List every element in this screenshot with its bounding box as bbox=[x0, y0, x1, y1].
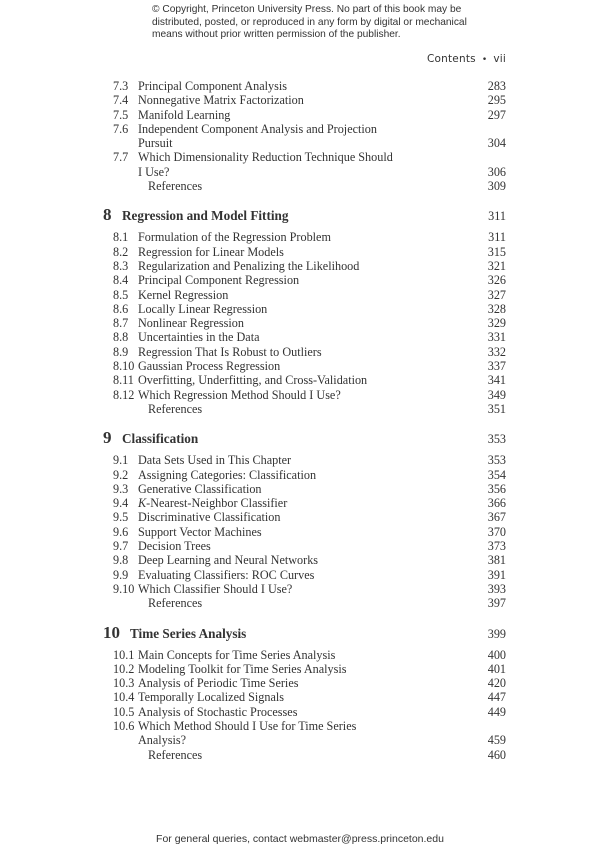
section-title: Nonlinear Regression bbox=[138, 316, 244, 331]
section-number: 10.1 bbox=[113, 647, 135, 662]
section-number: 7.3 bbox=[113, 79, 129, 93]
section-number: 10.5 bbox=[113, 704, 135, 719]
section-number: 8.4 bbox=[113, 273, 129, 288]
toc-entry[interactable] bbox=[103, 230, 506, 244]
table-of-contents bbox=[103, 79, 506, 762]
section-number: 7.4 bbox=[113, 93, 129, 108]
toc-entry[interactable] bbox=[103, 539, 506, 553]
toc-entry[interactable] bbox=[103, 496, 506, 510]
toc-entry[interactable] bbox=[103, 288, 506, 302]
section-page: 332 bbox=[487, 344, 506, 359]
bullet-separator: • bbox=[481, 55, 488, 65]
section-number: 8.7 bbox=[113, 316, 129, 331]
section-title-continued: Pursuit bbox=[138, 136, 173, 151]
toc-entry-continuation[interactable] bbox=[103, 136, 506, 150]
section-page: 400 bbox=[487, 647, 506, 662]
section-title: Decision Trees bbox=[138, 539, 211, 554]
section-page: 328 bbox=[487, 301, 506, 316]
copyright-line: means without prior written permission of the publisher. bbox=[152, 29, 401, 41]
toc-entry[interactable] bbox=[103, 302, 506, 316]
toc-references[interactable] bbox=[103, 402, 506, 416]
section-page: 447 bbox=[487, 690, 506, 705]
section-number: 9.9 bbox=[113, 567, 129, 582]
section-page: 449 bbox=[487, 704, 506, 719]
section-number: 8.3 bbox=[113, 258, 129, 273]
section-page: 401 bbox=[487, 661, 506, 676]
toc-entry[interactable] bbox=[103, 259, 506, 273]
section-page: 315 bbox=[487, 244, 506, 259]
section-page: 311 bbox=[488, 230, 506, 245]
section-title: Deep Learning and Neural Networks bbox=[138, 553, 319, 568]
toc-entry-continuation[interactable] bbox=[103, 165, 506, 179]
section-title: Overfitting, Underfitting, and Cross-Validation bbox=[138, 373, 368, 388]
running-head-label: Contents bbox=[426, 53, 476, 65]
section-number: 10.4 bbox=[113, 690, 135, 705]
section-page: 366 bbox=[487, 496, 506, 511]
section-title: Analysis of Stochastic Processes bbox=[138, 704, 298, 719]
toc-entry[interactable] bbox=[103, 648, 506, 662]
section-page: 306 bbox=[487, 164, 506, 179]
section-number: 9.4 bbox=[113, 496, 129, 511]
section-title: Support Vector Machines bbox=[138, 524, 262, 539]
section-number: 8.9 bbox=[113, 344, 129, 359]
section-title: Kernel Regression bbox=[138, 287, 229, 302]
section-title: Regression for Linear Models bbox=[138, 244, 284, 259]
section-number: 9.2 bbox=[113, 467, 129, 482]
section-title: Generative Classification bbox=[138, 481, 262, 496]
section-number: 10.6 bbox=[113, 718, 135, 733]
section-title: Gaussian Process Regression bbox=[138, 359, 281, 374]
section-title: Which Method Should I Use for Time Series bbox=[138, 718, 357, 733]
section-title: Modeling Toolkit for Time Series Analysis bbox=[138, 661, 347, 676]
section-page: 351 bbox=[487, 401, 506, 416]
toc-entry[interactable] bbox=[103, 345, 506, 359]
section-title: Main Concepts for Time Series Analysis bbox=[138, 647, 336, 662]
copyright-line: distributed, posted, or reproduced in any form by digital or mechanical bbox=[152, 16, 467, 28]
section-number: 8.10 bbox=[113, 359, 135, 374]
toc-entry[interactable] bbox=[103, 273, 506, 287]
toc-entry[interactable] bbox=[103, 150, 506, 164]
section-page: 356 bbox=[487, 481, 506, 496]
section-number: 9.8 bbox=[113, 553, 129, 568]
italic-k: K bbox=[138, 496, 147, 511]
toc-entry[interactable] bbox=[103, 93, 506, 107]
toc-entry[interactable] bbox=[103, 482, 506, 496]
references-label: References bbox=[148, 596, 203, 611]
section-title: Manifold Learning bbox=[138, 107, 231, 122]
toc-entry[interactable] bbox=[103, 568, 506, 582]
section-title: Principal Component Analysis bbox=[138, 79, 287, 93]
chapter-title: Classification bbox=[122, 431, 199, 447]
section-number: 10.3 bbox=[113, 676, 135, 691]
section-page: 370 bbox=[487, 524, 506, 539]
section-title: Which Dimensionality Reduction Technique Should bbox=[138, 150, 393, 165]
chapter-heading[interactable] bbox=[103, 622, 506, 642]
section-page: 337 bbox=[487, 359, 506, 374]
section-title: Which Regression Method Should I Use? bbox=[138, 387, 341, 402]
section-page: 381 bbox=[487, 553, 506, 568]
references-label: References bbox=[148, 401, 203, 416]
section-title: Formulation of the Regression Problem bbox=[138, 230, 331, 245]
toc-entry[interactable] bbox=[103, 122, 506, 136]
chapter-number: 10 bbox=[103, 622, 120, 642]
chapter-number: 9 bbox=[103, 428, 112, 448]
section-number: 7.6 bbox=[113, 121, 129, 136]
toc-entry[interactable] bbox=[103, 388, 506, 402]
toc-entry[interactable] bbox=[103, 705, 506, 719]
toc-entry[interactable] bbox=[103, 525, 506, 539]
toc-entry[interactable] bbox=[103, 108, 506, 122]
chapter-title: Regression and Model Fitting bbox=[122, 208, 289, 224]
toc-entry[interactable] bbox=[103, 662, 506, 676]
section-title: Which Classifier Should I Use? bbox=[138, 581, 293, 596]
toc-entry[interactable] bbox=[103, 359, 506, 373]
chapter-heading[interactable] bbox=[103, 428, 506, 448]
section-number: 10.2 bbox=[113, 661, 135, 676]
section-page: 354 bbox=[487, 467, 506, 482]
section-number: 9.7 bbox=[113, 539, 129, 554]
section-number: 8.8 bbox=[113, 330, 129, 345]
toc-entry-continuation[interactable] bbox=[103, 733, 506, 747]
section-title: Data Sets Used in This Chapter bbox=[138, 453, 292, 468]
section-page: 459 bbox=[487, 733, 506, 748]
toc-entry[interactable] bbox=[103, 676, 506, 690]
copyright-notice bbox=[152, 4, 472, 42]
toc-entry[interactable] bbox=[103, 582, 506, 596]
section-page: 367 bbox=[487, 510, 506, 525]
section-number: 9.5 bbox=[113, 510, 129, 525]
toc-entry[interactable] bbox=[103, 330, 506, 344]
section-page: 393 bbox=[487, 581, 506, 596]
section-number: 7.7 bbox=[113, 150, 129, 165]
chapter-number: 8 bbox=[103, 205, 112, 225]
section-title: Analysis of Periodic Time Series bbox=[138, 676, 299, 691]
section-number: 9.3 bbox=[113, 481, 129, 496]
toc-references[interactable] bbox=[103, 179, 506, 193]
section-number: 8.5 bbox=[113, 287, 129, 302]
section-title-continued: I Use? bbox=[138, 164, 170, 179]
page-number: vii bbox=[493, 53, 506, 65]
footer-contact: For general queries, contact webmaster@press.princeton.edu bbox=[156, 833, 444, 845]
section-number: 9.6 bbox=[113, 524, 129, 539]
chapter-page: 353 bbox=[487, 432, 506, 447]
section-page: 341 bbox=[487, 373, 506, 388]
section-number: 8.11 bbox=[113, 373, 134, 388]
section-number: 9.1 bbox=[113, 453, 129, 468]
section-page: 321 bbox=[487, 258, 506, 273]
section-page: 327 bbox=[487, 287, 506, 302]
section-page: 373 bbox=[487, 539, 506, 554]
section-page: 297 bbox=[487, 107, 506, 122]
toc-entry[interactable] bbox=[103, 510, 506, 524]
section-page: 349 bbox=[487, 387, 506, 402]
toc-entry[interactable] bbox=[103, 690, 506, 704]
section-page: 309 bbox=[487, 179, 506, 194]
section-number: 8.2 bbox=[113, 244, 129, 259]
toc-entry[interactable] bbox=[103, 245, 506, 259]
chapter-page: 399 bbox=[487, 626, 506, 641]
section-number: 8.12 bbox=[113, 387, 135, 402]
toc-references[interactable] bbox=[103, 748, 506, 762]
copyright-line: © Copyright, Princeton University Press. No part of this book may be bbox=[152, 4, 462, 15]
references-label: References bbox=[148, 179, 203, 194]
section-title: Uncertainties in the Data bbox=[138, 330, 260, 345]
section-page: 391 bbox=[487, 567, 506, 582]
section-title: Discriminative Classification bbox=[138, 510, 281, 525]
toc-entry[interactable] bbox=[103, 553, 506, 567]
chapter-heading[interactable] bbox=[103, 205, 506, 225]
section-page: 304 bbox=[487, 136, 506, 151]
toc-references[interactable] bbox=[103, 596, 506, 610]
section-title: Locally Linear Regression bbox=[138, 301, 268, 316]
toc-entry[interactable] bbox=[103, 719, 506, 733]
section-number: 9.10 bbox=[113, 581, 135, 596]
section-page: 353 bbox=[487, 453, 506, 468]
chapter-page: 311 bbox=[488, 209, 506, 224]
section-page: 329 bbox=[487, 316, 506, 331]
section-title: Nonnegative Matrix Factorization bbox=[138, 93, 304, 108]
section-page: 420 bbox=[487, 676, 506, 691]
toc-entry[interactable] bbox=[103, 453, 506, 467]
section-page: 460 bbox=[487, 747, 506, 762]
section-title: Temporally Localized Signals bbox=[138, 690, 285, 705]
section-title: Evaluating Classifiers: ROC Curves bbox=[138, 567, 315, 582]
section-page: 326 bbox=[487, 273, 506, 288]
section-number: 7.5 bbox=[113, 107, 129, 122]
section-title: Independent Component Analysis and Projection bbox=[138, 121, 377, 136]
toc-entry[interactable] bbox=[103, 373, 506, 387]
references-label: References bbox=[148, 747, 203, 762]
section-page: 283 bbox=[487, 79, 506, 93]
chapter-title: Time Series Analysis bbox=[130, 625, 247, 641]
section-title: Assigning Categories: Classification bbox=[138, 467, 317, 482]
section-page: 397 bbox=[487, 596, 506, 611]
section-title: Principal Component Regression bbox=[138, 273, 300, 288]
section-title: K-Nearest-Neighbor Classifier bbox=[138, 496, 288, 511]
toc-entry[interactable] bbox=[103, 79, 506, 93]
section-title: Regularization and Penalizing the Likelihood bbox=[138, 258, 360, 273]
section-number: 8.6 bbox=[113, 301, 129, 316]
section-title-continued: Analysis? bbox=[138, 733, 187, 748]
section-number: 8.1 bbox=[113, 230, 129, 245]
section-title: Regression That Is Robust to Outliers bbox=[138, 344, 322, 359]
toc-entry[interactable] bbox=[103, 316, 506, 330]
running-head bbox=[427, 53, 506, 65]
section-page: 331 bbox=[487, 330, 506, 345]
section-page: 295 bbox=[487, 93, 506, 108]
toc-entry[interactable] bbox=[103, 468, 506, 482]
